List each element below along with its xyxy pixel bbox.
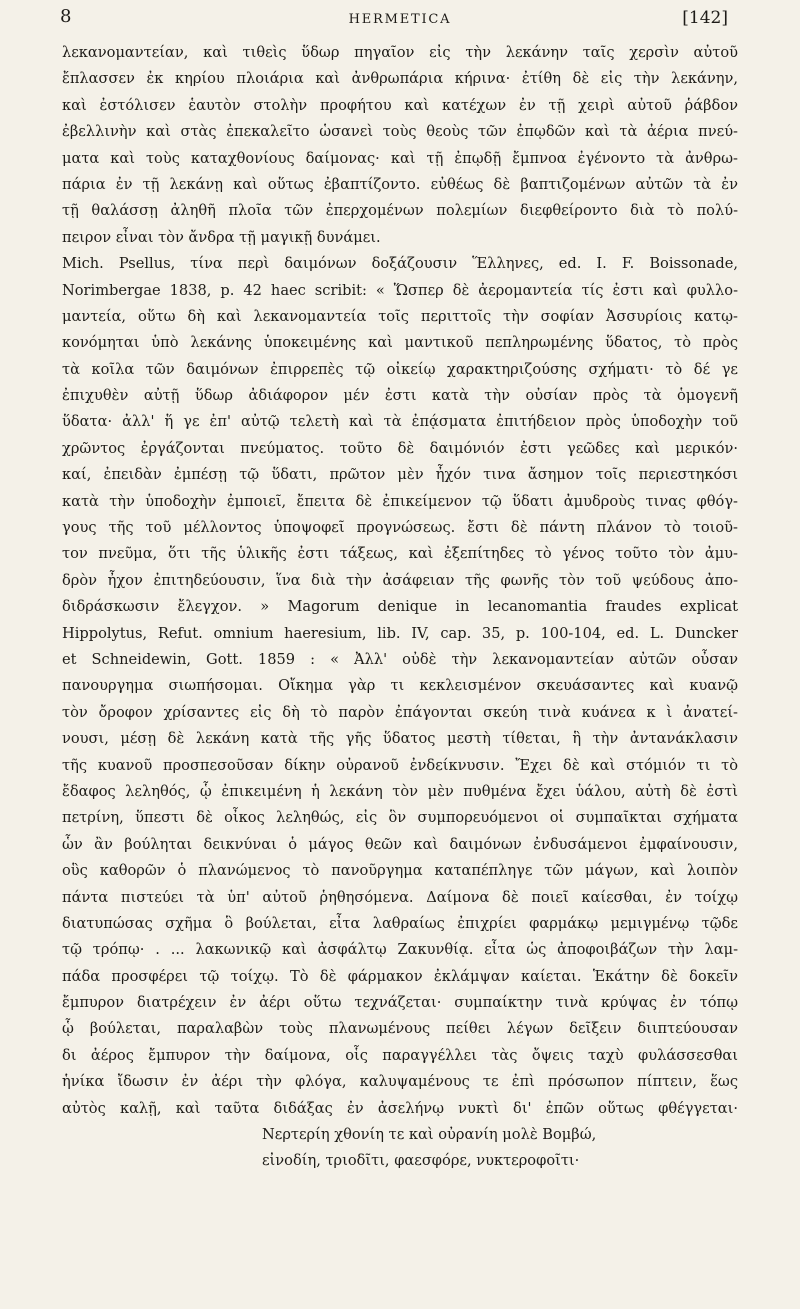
text-line: πάδα προσφέρει τῷ τοίχῳ. Τὸ δὲ φάρμακον ἐκλάμψαν καίεται. Ἑκάτην δὲ δοκεῖν	[62, 967, 738, 985]
text-line: τῷ τρόπῳ· . ... λακωνικῷ καὶ ἀσφάλτῳ Ζακυνθίᾳ. εἶτα ὡς ἀποφοιβάζων τὴν λαμ-	[62, 941, 738, 959]
text-line: ἔδαφος λεληθός, ᾧ ἐπικειμένη ἡ λεκάνη τὸν μὲν πυθμένα ἔχει ὑάλου, αὐτὴ δὲ ἐστὶ	[62, 782, 738, 800]
text-line: πάντα πιστεύει τὰ ὑπ' αὐτοῦ ῥηθησόμενα. Δαίμονα δὲ ποιεῖ καίεσθαι, ἐν τοίχῳ	[62, 888, 738, 906]
text-line: ἡνίκα ἴδωσιν ἐν ἀέρι τὴν φλόγα, καλυψαμένους τε ἐπὶ πρόσωπον πίπτειν, ἕως	[62, 1073, 738, 1091]
text-line: ὕδατα· ἀλλ' ἥ γε ἐπ' αὐτῷ τελετὴ καὶ τὰ ἐπᾴσματα ἐπιτήδειον πρὸς ὑποδοχὴν τοῦ	[62, 413, 738, 431]
running-head: HERMETICA	[348, 12, 452, 27]
text-line: χρῶντος ἐργάζονται πνεύματος. τοῦτο δὲ δαιμόνιόν ἐστι γεῶδες καὶ μερικόν·	[62, 439, 738, 457]
text-line: δρὸν ἦχον ἐπιτηδεύουσιν, ἵνα διὰ τὴν ἀσάφειαν τῆς φωνῆς τὸν τοῦ ψεύδους ἀπο-	[62, 571, 738, 589]
text-line: Νερτερίη χθονίη τε καὶ οὐρανίη μολὲ Βομβώ,	[262, 1126, 597, 1144]
text-line: κονόμηται ὑπὸ λεκάνης ὑποκειμένης καὶ μαντικοῦ πεπληρωμένης ὕδατος, τὸ πρὸς	[62, 334, 738, 352]
text-line: Norimbergae 1838, p. 42 haec scribit: « Ὥσπερ δὲ ἀερομαντεία τίς ἐστι καὶ φυλλο-	[62, 281, 738, 299]
text-line: ἐπιχυθὲν αὐτῇ ὕδωρ ἀδιάφορον μέν ἐστι κατὰ τὴν οὐσίαν πρὸς τὰ ὁμογενῆ	[62, 387, 738, 405]
section-reference: [142]	[682, 8, 728, 28]
text-line: καί, ἐπειδὰν ἐμπέσῃ τῷ ὕδατι, πρῶτον μὲν ἦχόν τινα ἄσημον τοῖς περιεστηκόσι	[62, 466, 738, 484]
page-number: 8	[60, 6, 72, 27]
text-line: οὓς καθορῶν ὁ πλανώμενος τὸ πανοῦργημα καταπέπληγε τῶν μάγων, καὶ λοιπὸν	[62, 862, 738, 880]
text-line: ὧν ἂν βούληται δεικνύναι ὁ μάγος θεῶν καὶ δαιμόνων ἐνδυσάμενοι ἐμφαίνουσιν,	[62, 835, 738, 853]
text-line: τὰ κοῖλα τῶν δαιμόνων ἐπιρρεπὲς τῷ οἰκείῳ χαρακτηριζούσης σχήματι· τὸ δέ γε	[62, 360, 738, 378]
text-line: διδράσκωσιν ἔλεγχον. » Magorum denique in lecanomantia fraudes explicat	[62, 598, 738, 616]
text-line: καὶ ἐστόλισεν ἑαυτὸν στολὴν προφήτου καὶ κατέχων ἐν τῇ χειρὶ αὐτοῦ ῥάβδον	[62, 96, 738, 114]
text-line: τὸν ὄροφον χρίσαντες εἰς δὴ τὸ παρὸν ἐπάγονται σκεύη τινὰ κυάνεα κ ὶ ἀνατεί-	[62, 703, 738, 721]
text-line: μαντεία, οὕτω δὴ καὶ λεκανομαντεία τοῖς περιττοῖς τὴν σοφίαν Ἀσσυρίοις κατῳ-	[62, 307, 738, 325]
text-line: τον πνεῦμα, ὅτι τῆς ὑλικῆς ἐστι τάξεως, καὶ ἐξεπίτηδες τὸ γένος τοῦτο τὸν ἀμυ-	[62, 545, 738, 563]
text-line: Mich. Psellus, τίνα περὶ δαιμόνων δοξάζουσιν Ἕλληνες, ed. I. F. Boissonade,	[62, 255, 738, 273]
text-line: πετρίνη, ὕπεστι δὲ οἶκος λεληθώς, εἰς ὃν συμπορευόμενοι οἱ συμπαῖκται σχήματα	[62, 809, 738, 827]
text-line: τῇ θαλάσσῃ ἀληθῆ πλοῖα τῶν ἐπερχομένων πολεμίων διεφθείροντο διὰ τὸ πολύ-	[62, 202, 738, 220]
text-line: διατυπώσας σχῆμα ὃ βούλεται, εἶτα λαθραίως ἐπιχρίει φαρμάκῳ μεμιγμένῳ τῷδε	[62, 914, 738, 932]
text-line: Hippolytus, Refut. omnium haeresium, lib. IV, cap. 35, p. 100-104, ed. L. Duncker	[62, 624, 738, 642]
text-line: ἔμπυρον διατρέχειν ἐν ἀέρι οὕτω τεχνάζεται· συμπαίκτην τινὰ κρύψας ἐν τόπῳ	[62, 994, 738, 1012]
text-line: λεκανομαντείαν, καὶ τιθεὶς ὕδωρ πηγαῖον εἰς τὴν λεκάνην ταῖς χερσὶν αὐτοῦ	[62, 44, 738, 61]
text-line: ᾧ βούλεται, παραλαβὼν τοὺς πλανωμένους πείθει λέγων δεῖξειν διιπτεύουσαν	[62, 1020, 738, 1038]
text-line: ματα καὶ τοὺς καταχθονίους δαίμονας· καὶ τῇ ἐπῳδῇ ἔμπνοα ἐγένοντο τὰ ἀνθρω-	[62, 149, 738, 167]
text-line: νουσι, μέσῃ δὲ λεκάνη κατὰ τῆς γῆς ὕδατος μεστὴ τίθεται, ἣ τὴν ἀντανάκλασιν	[62, 730, 738, 748]
text-line: ἐβελλινὴν καὶ στὰς ἐπεκαλεῖτο ὡσανεὶ τοὺς θεοὺς τῶν ἐπῳδῶν καὶ τὰ ἀέρια πνεύ-	[62, 123, 738, 141]
text-line: et Schneidewin, Gott. 1859 : « Ἀλλ' οὐδὲ τὴν λεκανομαντείαν αὐτῶν οὖσαν	[62, 650, 738, 668]
text-line: πειρον εἶναι τὸν ἄνδρα τῇ μαγικῇ δυνάμει.	[62, 228, 381, 246]
text-line: κατὰ τὴν ὑποδοχὴν ἐμποιεῖ, ἔπειτα δὲ ἐπικείμενον τῷ ὕδατι ἀμυδροὺς τινας φθόγ-	[62, 492, 738, 510]
text-line: πάρια ἐν τῇ λεκάνῃ καὶ οὕτως ἐβαπτίζοντο. εὐθέως δὲ βαπτιζομένων αὐτῶν τὰ ἐν	[62, 175, 738, 193]
text-line: εἰνοδίη, τριοδῖτι, φαεσφόρε, νυκτεροφοῖτι·	[262, 1152, 580, 1170]
text-line: ἔπλασσεν ἐκ κηρίου πλοιάρια καὶ ἀνθρωπάρια κήρινα· ἐτίθη δὲ εἰς τὴν λεκάνην,	[62, 70, 738, 88]
text-line: τῆς κυανοῦ προσπεσοῦσαν δίκην οὐρανοῦ ἐνδείκνυσιν. Ἔχει δὲ καὶ στόμιόν τι τὸ	[62, 756, 738, 774]
text-line: δι ἀέρος ἔμπυρον τὴν δαίμονα, οἷς παραγγέλλει τὰς ὄψεις ταχὺ φυλάσσεσθαι	[62, 1046, 738, 1064]
text-line: αὐτὸς καλῇ, καὶ ταῦτα διδάξας ἐν ἀσελήνῳ νυκτὶ δι' ἐπῶν οὕτως φθέγγεται·	[62, 1099, 738, 1117]
body-text	[62, 40, 738, 1175]
text-line: γους τῆς τοῦ μέλλοντος ὑποψοφεῖ προγνώσεως. ἔστι δὲ πάντη πλάνον τὸ τοιοῦ-	[62, 519, 738, 537]
page-header	[0, 0, 800, 40]
text-line: πανουργημα σιωπήσομαι. Οἴκημα γὰρ τι κεκλεισμένον σκευάσαντες καὶ κυανῷ	[62, 677, 738, 695]
